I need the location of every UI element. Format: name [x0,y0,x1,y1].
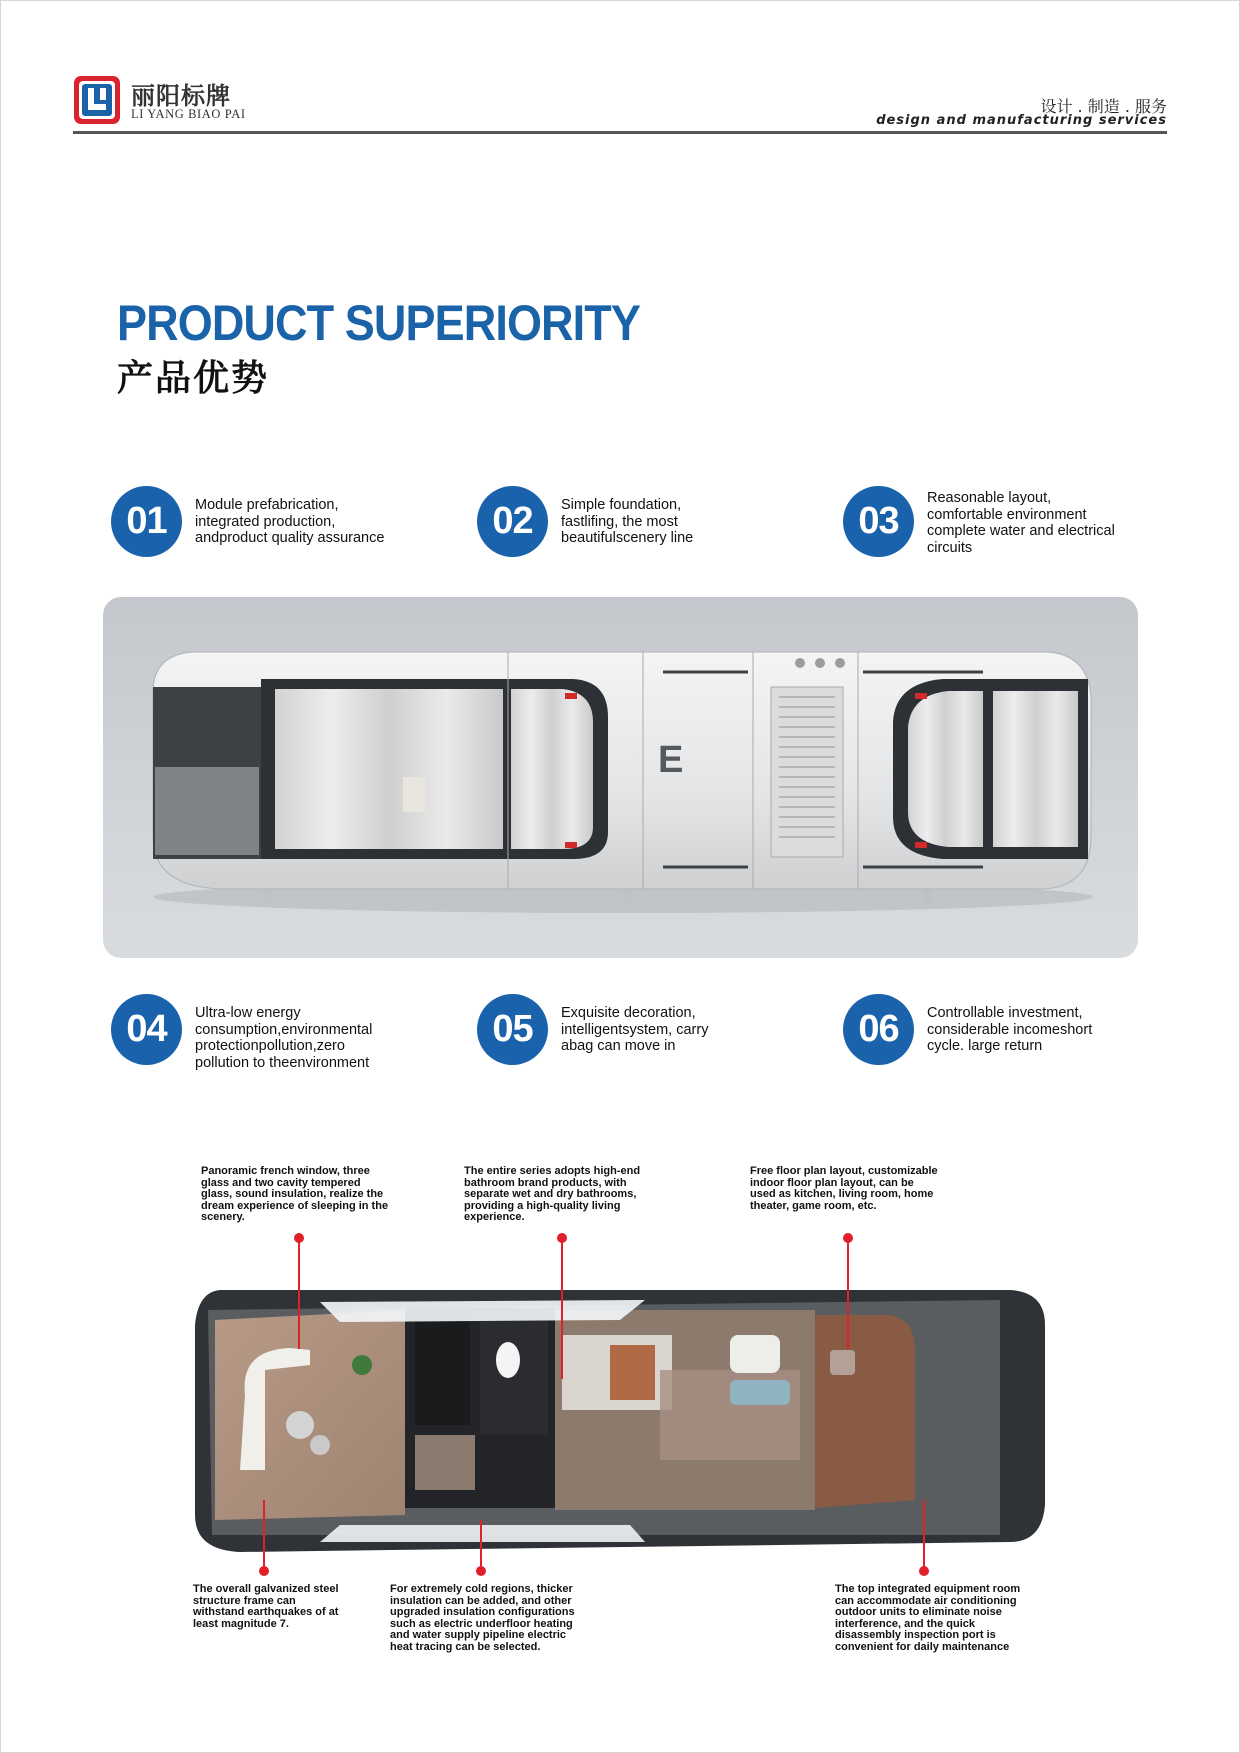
feature-number-badge: 06 [843,994,914,1065]
callout-steel-frame: The overall galvanized steel structure frame can withstand earthquakes of at least magnitude 7. [193,1583,339,1630]
feature-number-badge: 03 [843,486,914,557]
feature-text: Ultra-low energy consumption,environmental protectionpollution,zero pollution to theenvironment [195,1005,373,1071]
callout-pin-line [480,1520,482,1570]
feature-text: Module prefabrication, integrated production, andproduct quality assurance [195,497,385,546]
feature-number-badge: 04 [111,994,182,1065]
header-divider [73,131,1167,134]
feature-04 [111,994,441,1069]
callout-pin [259,1566,269,1576]
callout-pin-line [923,1500,925,1570]
feature-number-badge: 01 [111,486,182,557]
feature-text: Exquisite decoration, intelligentsystem, carry abag can move in [561,1005,709,1054]
tagline-cn: 设计 . 制造 . 服务 [1040,97,1167,116]
callout-pin [843,1233,853,1243]
callout-pin [294,1233,304,1243]
callout-pin-line [561,1239,563,1379]
callout-equipment-room: The top integrated equipment room can accommodate air conditioning outdoor units to eliminate noise interference, and the quick disassembly inspection port is convenient for daily maintenance [835,1583,1021,1653]
feature-03 [843,486,1173,561]
feature-text: Simple foundation, fastlifing, the most beautifulscenery line [561,497,694,546]
section-title-cn: 产品优势 [117,358,270,399]
feature-number-badge: 05 [477,994,548,1065]
floor-plan-render [190,1280,1050,1570]
callout-floor-plan: Free floor plan layout, customizable indoor floor plan layout, can be used as kitchen, living room, home theater, game room, etc. [750,1165,938,1212]
feature-01 [111,486,441,561]
feature-05 [477,994,807,1069]
callout-pin [557,1233,567,1243]
brand-name-en: LI YANG BIAO PAI [131,107,246,121]
callout-insulation: For extremely cold regions, thicker insulation can be added, and other upgraded insulation configurations such as electric underfloor heating and water supply pipeline electric heat tracing can be selected. [390,1583,575,1653]
feature-number-badge: 02 [477,486,548,557]
section-title-en: PRODUCT SUPERIORITY [117,295,640,351]
render-brand-letter: E [658,739,684,781]
feature-text: Controllable investment, considerable incomeshort cycle. large return [927,1005,1093,1054]
callout-pin [476,1566,486,1576]
callout-bathroom: The entire series adopts high-end bathroom brand products, with separate wet and dry bathrooms, providing a high-quality living experience. [464,1165,641,1223]
feature-06 [843,994,1173,1069]
tagline-en: design and manufacturing services [876,113,1167,128]
callout-pin-line [847,1239,849,1349]
brand-logo-icon [73,75,121,125]
feature-text: Reasonable layout, comfortable environment complete water and electrical circuits [927,490,1115,556]
callout-pin [919,1566,929,1576]
callout-pin-line [263,1500,265,1570]
brand-name-cn: 丽阳标牌 [131,82,231,110]
callout-panoramic-window: Panoramic french window, three glass and two cavity tempered glass, sound insulation, realize the dream experience of sleeping in the scenery. [201,1165,389,1223]
capsule-house-render [103,597,1138,958]
callout-pin-line [298,1239,300,1349]
feature-02 [477,486,807,561]
